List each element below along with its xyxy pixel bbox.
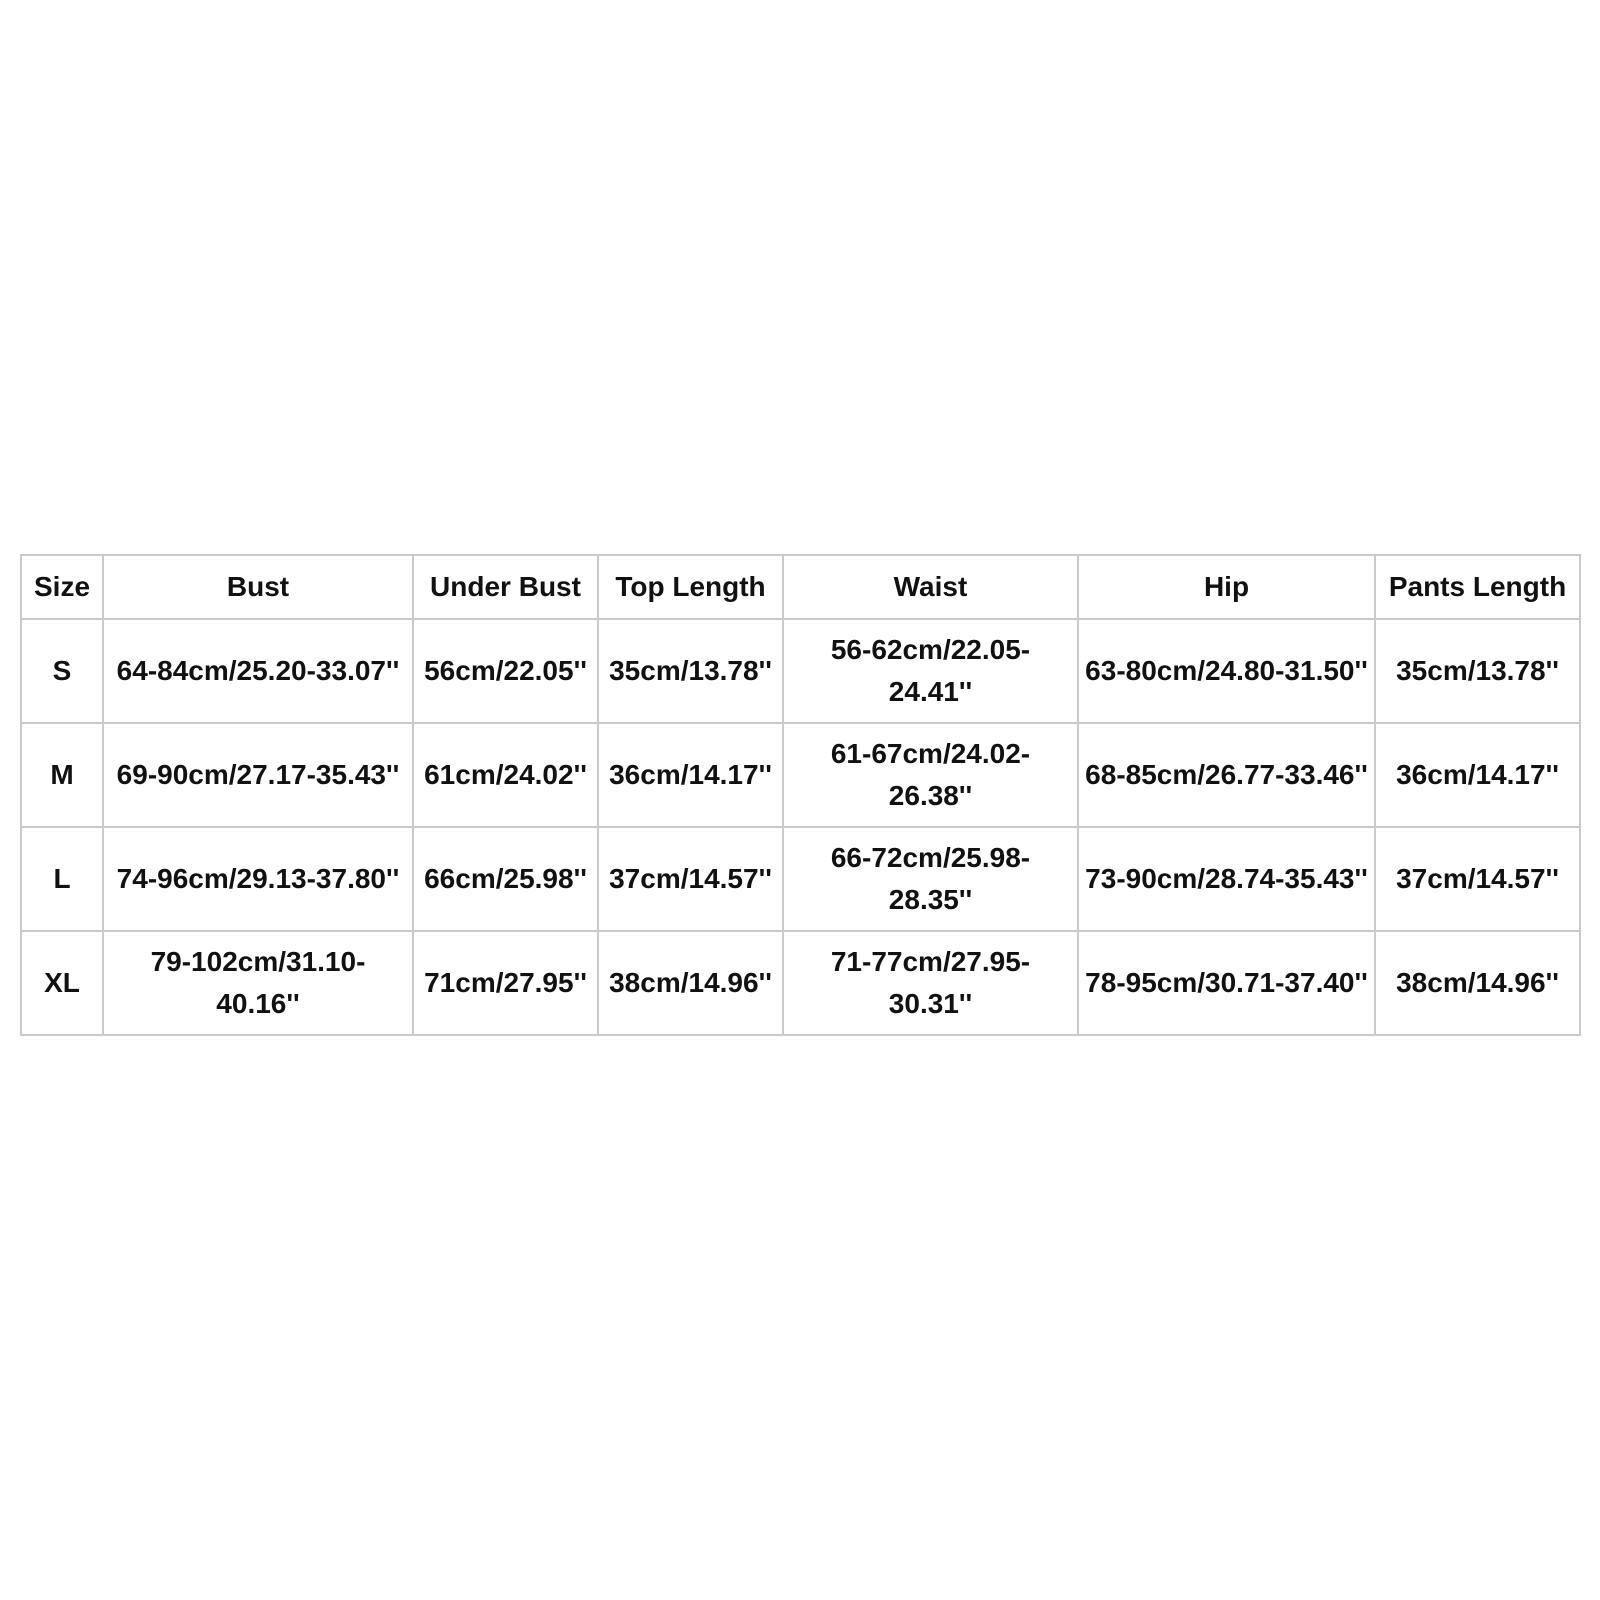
cell-hip: 63-80cm/24.80-31.50'' — [1078, 619, 1375, 723]
header-hip: Hip — [1078, 555, 1375, 619]
cell-bust: 79-102cm/31.10-40.16'' — [103, 931, 413, 1035]
cell-under-bust: 66cm/25.98'' — [413, 827, 598, 931]
cell-size: S — [21, 619, 103, 723]
table-row — [21, 827, 1580, 931]
cell-under-bust: 71cm/27.95'' — [413, 931, 598, 1035]
cell-waist: 71-77cm/27.95-30.31'' — [783, 931, 1078, 1035]
header-pants-length: Pants Length — [1375, 555, 1580, 619]
table-row — [21, 723, 1580, 827]
size-chart-table — [20, 554, 1581, 1036]
size-chart-body — [21, 619, 1580, 1035]
cell-size: XL — [21, 931, 103, 1035]
cell-top-length: 37cm/14.57'' — [598, 827, 783, 931]
cell-under-bust: 56cm/22.05'' — [413, 619, 598, 723]
header-size: Size — [21, 555, 103, 619]
cell-hip: 78-95cm/30.71-37.40'' — [1078, 931, 1375, 1035]
header-row — [21, 555, 1580, 619]
cell-bust: 64-84cm/25.20-33.07'' — [103, 619, 413, 723]
cell-pants-length: 35cm/13.78'' — [1375, 619, 1580, 723]
cell-size: M — [21, 723, 103, 827]
cell-waist: 66-72cm/25.98-28.35'' — [783, 827, 1078, 931]
cell-bust: 69-90cm/27.17-35.43'' — [103, 723, 413, 827]
cell-pants-length: 38cm/14.96'' — [1375, 931, 1580, 1035]
cell-top-length: 38cm/14.96'' — [598, 931, 783, 1035]
cell-pants-length: 36cm/14.17'' — [1375, 723, 1580, 827]
cell-under-bust: 61cm/24.02'' — [413, 723, 598, 827]
size-chart-header — [21, 555, 1580, 619]
cell-top-length: 36cm/14.17'' — [598, 723, 783, 827]
header-waist: Waist — [783, 555, 1078, 619]
header-top-length: Top Length — [598, 555, 783, 619]
cell-waist: 56-62cm/22.05-24.41'' — [783, 619, 1078, 723]
cell-top-length: 35cm/13.78'' — [598, 619, 783, 723]
cell-bust: 74-96cm/29.13-37.80'' — [103, 827, 413, 931]
cell-hip: 73-90cm/28.74-35.43'' — [1078, 827, 1375, 931]
cell-waist: 61-67cm/24.02-26.38'' — [783, 723, 1078, 827]
header-under-bust: Under Bust — [413, 555, 598, 619]
cell-hip: 68-85cm/26.77-33.46'' — [1078, 723, 1375, 827]
cell-size: L — [21, 827, 103, 931]
table-row — [21, 619, 1580, 723]
header-bust: Bust — [103, 555, 413, 619]
table-row — [21, 931, 1580, 1035]
cell-pants-length: 37cm/14.57'' — [1375, 827, 1580, 931]
